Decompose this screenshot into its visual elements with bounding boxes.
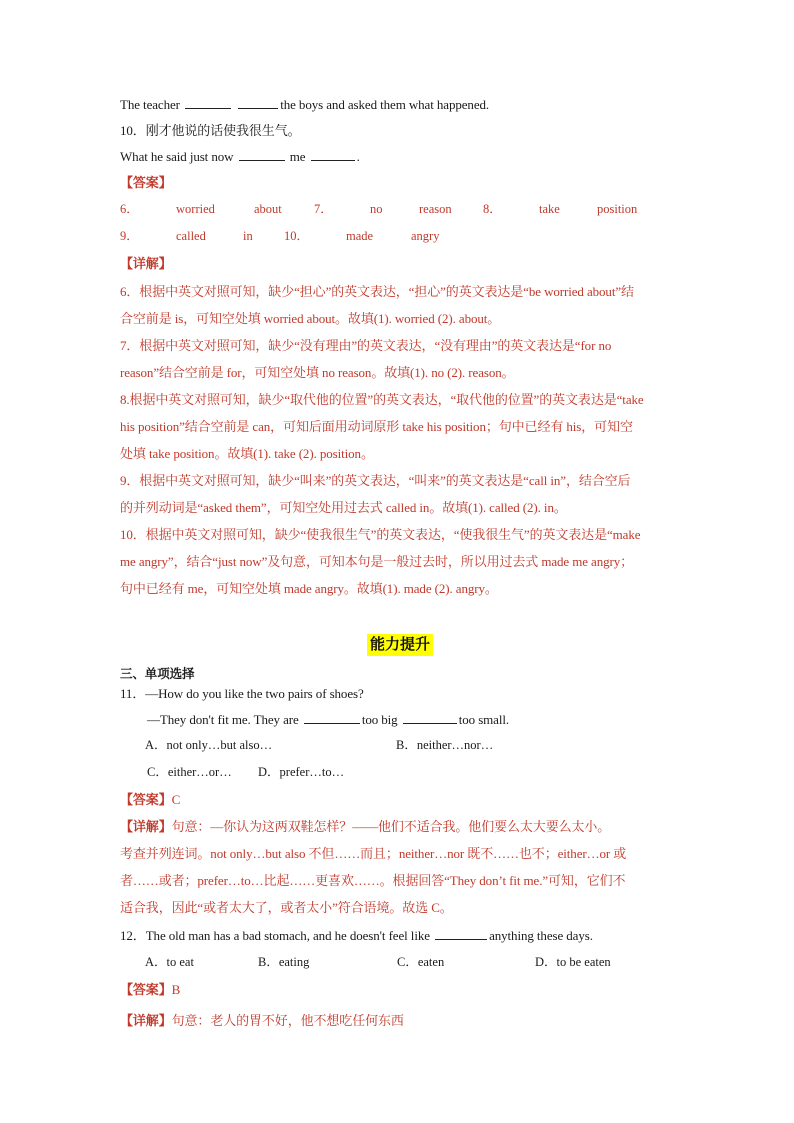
q10-text-b: me [289, 149, 306, 164]
detail-label: 【详解】 [120, 256, 172, 271]
explain-line: 句中已经有 me，可知空处填 made angry。故填(1). made (2). angry。 [120, 581, 498, 596]
q11-option-d: D．prefer…to… [258, 765, 345, 779]
q12-blank [435, 927, 487, 940]
q11-line2 [147, 711, 509, 728]
ans-8-2: position [597, 202, 638, 216]
ans-10-1: made [346, 229, 374, 243]
section-heading: 三、单项选择 [120, 667, 195, 681]
ans-num-10: 10． [284, 229, 310, 243]
q10-blank-2 [311, 148, 355, 161]
q11-option-c: C．either…or… [147, 765, 232, 779]
q11-blank-1 [304, 711, 360, 724]
explain-line: 10．根据中英文对照可知，缺少“使我很生气”的英文表达，“使我很生气”的英文表达是“make [120, 527, 641, 542]
ans-9-1: called [176, 229, 206, 243]
q11-detail-line: 考查并列连词。not only…but also 不但……而且；neither…nor 既不……也不；either…or 或 [120, 846, 627, 861]
answer-label: 【答案】 [120, 982, 172, 997]
q12-detail [120, 1012, 404, 1029]
q11-detail-line: 者……或者；prefer…to…比起……更喜欢……。根据回答“They don’t fit me.”可知，它们不 [120, 873, 626, 888]
explain-line: 处填 take position。故填(1). take (2). position。 [120, 446, 374, 461]
q12-answer-value: B [171, 982, 181, 997]
explain-line: 8.根据中英文对照可知，缺少“取代他的位置”的英文表达，“取代他的位置”的英文表达是“take [120, 392, 644, 407]
q9-blank-2 [238, 96, 278, 109]
ans-num-6: 6． [120, 202, 139, 216]
q11-detail-text: 句意：—你认为这两双鞋怎样？——他们不适合我。他们要么太大要么太小。 [171, 819, 611, 834]
ans-6-1: worried [176, 202, 215, 216]
q10-text-c: . [356, 149, 360, 164]
q11-option-b: B．neither…nor… [396, 738, 494, 752]
q11-detail [120, 818, 610, 835]
q12-text-b: anything these days. [489, 928, 593, 943]
q12-option-d: D．to be eaten [535, 955, 611, 969]
explain-line: reason”结合空前是 for，可知空处填 no reason。故填(1). no (2). reason。 [120, 365, 515, 380]
explain-line: 合空前是 is，可知空处填 worried about。故填(1). worried (2). about。 [120, 311, 501, 326]
q12-stem [120, 927, 593, 944]
q10-en [120, 148, 360, 165]
q11-text-b: too big [361, 712, 398, 727]
ans-num-7: 7． [314, 202, 333, 216]
ans-7-1: no [370, 202, 383, 216]
q12-option-b: B．eating [258, 955, 310, 969]
ans-8-1: take [539, 202, 560, 216]
q9-text-b: the boys and asked them what happened. [280, 97, 490, 112]
ans-num-9: 9． [120, 229, 139, 243]
q11-option-a: A．not only…but also… [145, 738, 273, 752]
ans-7-2: reason [419, 202, 452, 216]
q10-cn: 10．刚才他说的话使我很生气。 [120, 123, 301, 138]
ans-10-2: angry [411, 229, 440, 243]
q12-answer [120, 981, 180, 998]
explain-line: his position”结合空前是 can，可知后面用动词原形 take his position；句中已经有 his，可知空 [120, 419, 633, 434]
q11-answer [120, 791, 180, 808]
q12-option-c: C．eaten [397, 955, 445, 969]
explain-line: 的并列动词是“asked them”，可知空处用过去式 called in。故填(1). called (2). in。 [120, 500, 567, 515]
ans-6-2: about [254, 202, 282, 216]
q11-answer-value: C [171, 792, 181, 807]
ans-num-8: 8． [483, 202, 502, 216]
explain-line: me angry”，结合“just now”及句意，可知本句是一般过去时，所以用过去式 made me angry； [120, 554, 634, 569]
q11-text-c: too small. [458, 712, 510, 727]
section-banner: 能力提升 [367, 634, 433, 656]
q12-text-a: 12．The old man has a bad stomach, and he doesn't feel like [120, 928, 430, 943]
q10-blank-1 [239, 148, 285, 161]
ans-9-2: in [243, 229, 253, 243]
answer-label: 【答案】 [120, 792, 172, 807]
q11-stem: 11．—How do you like the two pairs of shoes? [120, 686, 364, 701]
explain-line: 9．根据中英文对照可知，缺少“叫来”的英文表达，“叫来”的英文表达是“call in”，结合空后 [120, 473, 631, 488]
q11-text-a: —They don't fit me. They are [147, 712, 299, 727]
q9-line [120, 96, 489, 113]
q11-detail-line: 适合我，因此“或者太大了，或者太小”符合语境。故选 C。 [120, 900, 453, 915]
explain-line: 6．根据中英文对照可知，缺少“担心”的英文表达，“担心”的英文表达是“be worried about”结 [120, 284, 634, 299]
explain-line: 7．根据中英文对照可知，缺少“没有理由”的英文表达，“没有理由”的英文表达是“for no [120, 338, 612, 353]
detail-label: 【详解】 [120, 819, 172, 834]
q10-text-a: What he said just now [120, 149, 234, 164]
q11-blank-2 [403, 711, 457, 724]
q9-blank-1 [185, 96, 231, 109]
answer-label: 【答案】 [120, 175, 172, 190]
q12-option-a: A．to eat [145, 955, 194, 969]
q12-detail-text: 句意：老人的胃不好，他不想吃任何东西 [171, 1013, 404, 1028]
q9-text-a: The teacher [120, 97, 180, 112]
detail-label: 【详解】 [120, 1013, 172, 1028]
